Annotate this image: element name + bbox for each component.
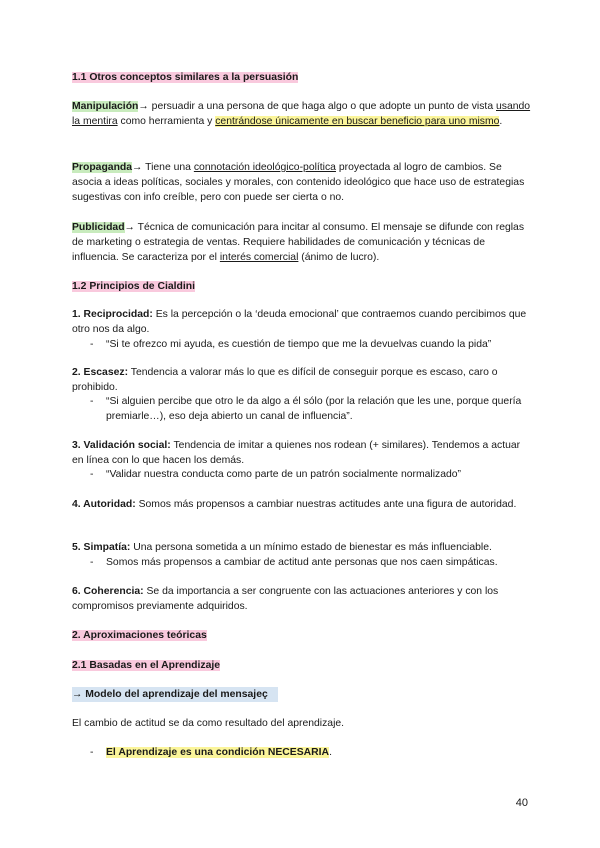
text: (ánimo de lucro). <box>298 252 380 263</box>
heading-aprendizaje <box>72 658 532 673</box>
term-propaganda: Propaganda <box>72 162 133 173</box>
principle-escasez <box>72 365 532 395</box>
dash: - <box>90 557 94 568</box>
principle-head: 6. Coherencia: <box>72 586 144 597</box>
heading-text: → Modelo del aprendizaje del mensajeç <box>72 687 278 702</box>
heading-otros-conceptos <box>72 70 532 85</box>
dash: - <box>90 747 94 758</box>
principle-validacion-social <box>72 438 532 468</box>
heading-cialdini <box>72 279 532 294</box>
principle-coherencia <box>72 584 532 614</box>
paragraph-cambio <box>72 716 532 731</box>
heading-text: 2. Aproximaciones teóricas <box>72 630 207 641</box>
principle-head: 5. Simpatía: <box>72 542 131 553</box>
term-manipulacion: Manipulación <box>72 101 139 112</box>
principle-head: 3. Validación social: <box>72 440 171 451</box>
bullet-text <box>106 745 536 760</box>
principle-text: Una persona sometida a un mínimo estado de bienestar es más influenciable. <box>130 542 492 553</box>
heading-text: 1.2 Principios de Cialdini <box>72 281 195 292</box>
principle-head: 1. Reciprocidad: <box>72 309 153 320</box>
arrow-icon: → <box>124 222 135 233</box>
text: como herramienta y <box>117 116 216 127</box>
page-number: 40 <box>515 797 528 809</box>
dash: - <box>90 469 94 480</box>
principle-reciprocidad <box>72 307 532 337</box>
text: persuadir a una persona de que haga algo o que adopte un punto de vista <box>148 101 496 112</box>
underlined-text: usando la mentira <box>72 101 531 127</box>
arrow-icon: → <box>138 101 149 112</box>
text: Tiene una <box>142 162 194 173</box>
highlighted-text: El Aprendizaje es una condición NECESARIA <box>106 747 330 758</box>
paragraph-propaganda <box>72 160 532 205</box>
text: Técnica de comunicación para incitar al consumo. El mensaje se difunde con reglas de marketing o estrategia de ventas. Requiere habilidades de comunicación y técnicas de influencia. Se caracteriza por el <box>72 222 525 263</box>
arrow-icon: → <box>132 162 143 173</box>
dash: - <box>90 396 94 407</box>
paragraph-publicidad <box>72 220 532 265</box>
term-publicidad: Publicidad <box>72 222 125 233</box>
bullet-text: “Si te ofrezco mi ayuda, es cuestión de tiempo que me la devuelvas cuando la pida” <box>106 339 492 350</box>
bullet-text: “Validar nuestra conducta como parte de un patrón socialmente normalizado” <box>106 469 462 480</box>
principle-autoridad <box>72 497 532 512</box>
paragraph-manipulacion <box>72 99 532 129</box>
heading-modelo <box>72 687 532 707</box>
underlined-text: connotación ideológico-política <box>193 162 336 173</box>
dash: - <box>90 339 94 350</box>
heading-text: 1.1 Otros conceptos similares a la persuasión <box>72 72 299 83</box>
text: . <box>329 747 332 758</box>
paragraph-text: El cambio de actitud se da como resultado del aprendizaje. <box>72 718 345 729</box>
heading-aproximaciones <box>72 628 532 643</box>
bullet-text: “Si alguien percibe que otro le da algo a él sólo (por la relación que les une, porque quería premiarle…), eso deja abierto un canal de influencia”. <box>106 396 522 422</box>
text: . <box>499 116 503 127</box>
principle-head: 2. Escasez: <box>72 367 129 378</box>
heading-text: 2.1 Basadas en el Aprendizaje <box>72 660 221 671</box>
principle-text: Tendencia de imitar a quienes nos rodean (+ similares). Tendemos a actuar en línea con lo que hacen los demás. <box>72 440 521 466</box>
principle-simpatia <box>72 540 532 555</box>
principle-head: 4. Autoridad: <box>72 499 136 510</box>
principle-text: Es la percepción o la ‘deuda emocional’ que contraemos cuando percibimos que otro nos da algo. <box>72 309 527 335</box>
principle-text: Somos más propensos a cambiar nuestras actitudes ante una figura de autoridad. <box>135 499 517 510</box>
text: proyectada al logro de cambios. Se asocia a ideas políticas, sociales y morales, con contenido ideológico que hace uso de estrategias sugestivas con info creíble, pero con puede ser cierta o no. <box>72 162 525 203</box>
principle-text: Tendencia a valorar más lo que es difícil de conseguir porque es escaso, caro o prohibido. <box>72 367 498 393</box>
underlined-text: interés comercial <box>219 252 299 263</box>
principle-text: Se da importancia a ser congruente con las actuaciones anteriores y con los compromisos previamente adquiridos. <box>72 586 499 612</box>
highlighted-text: centrándose únicamente en buscar beneficio para uno mismo <box>215 116 500 127</box>
bullet-text: Somos más propensos a cambiar de actitud ante personas que nos caen simpáticas. <box>106 557 498 568</box>
